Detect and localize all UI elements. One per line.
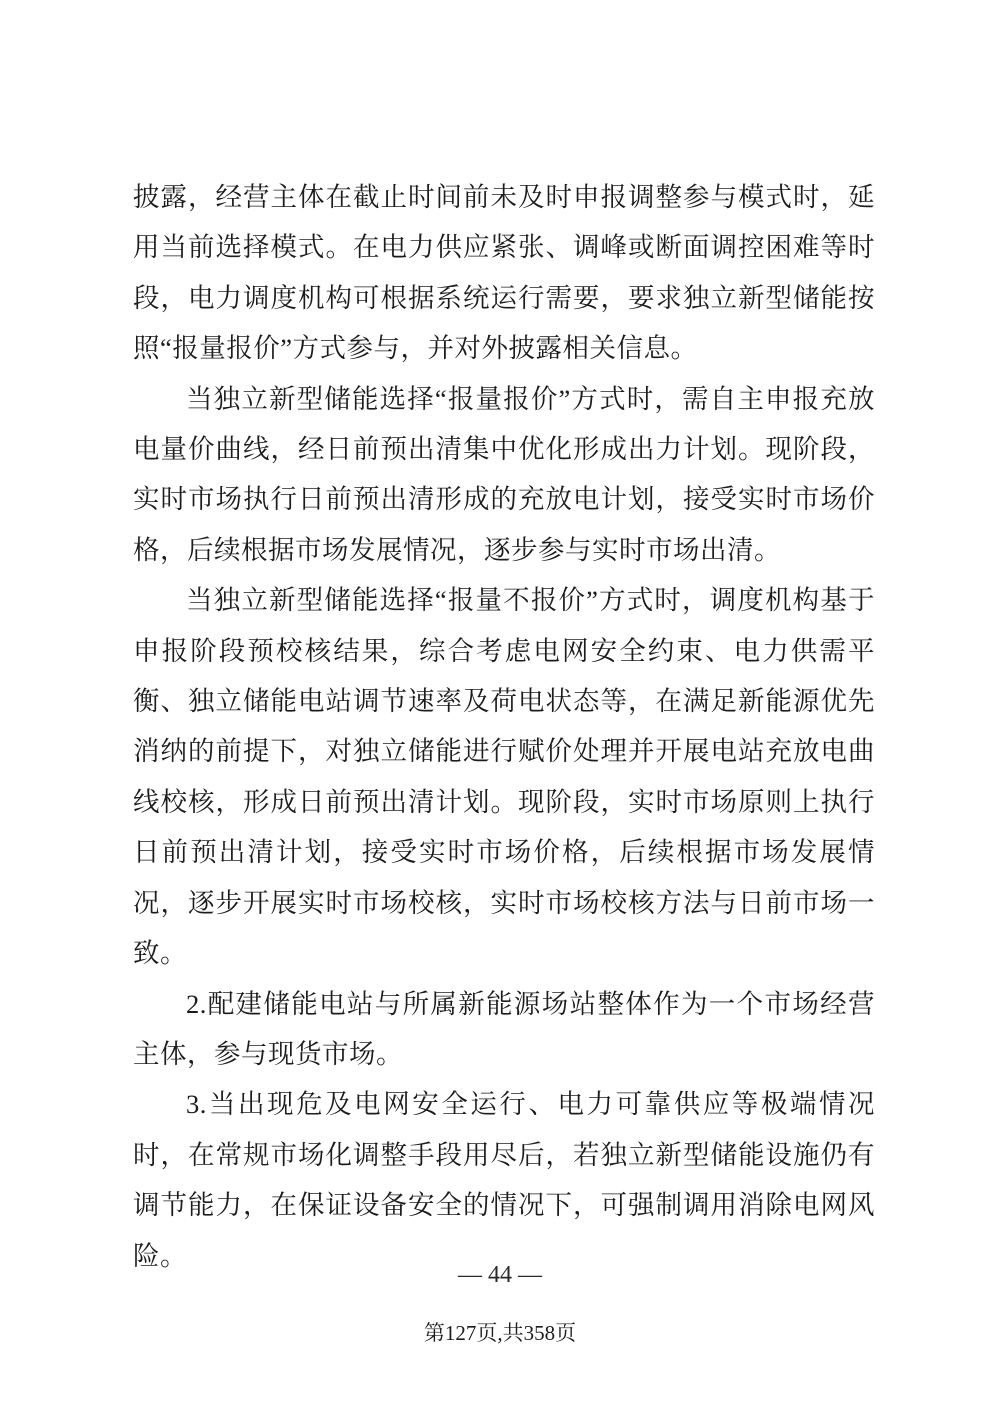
paragraph: 当独立新型储能选择“报量报价”方式时，需自主申报充放电量价曲线，经日前预出清集中优化形成出力计划。现阶段，实时市场执行日前预出清形成的充放电计划，接受实时市场价格，后续根据市场发展情况，逐步参与实时市场出清。 xyxy=(133,383,875,565)
body-text xyxy=(133,172,875,1281)
paragraph: 当独立新型储能选择“报量不报价”方式时，调度机构基于申报阶段预校核结果，综合考虑电网安全约束、电力供需平衡、独立储能电站调节速率及荷电状态等，在满足新能源优先消纳的前提下，对独立储能进行赋价处理并开展电站充放电曲线校核，形成日前预出清计划。现阶段，实时市场原则上执行日前预出清计划，接受实时市场价格，后续根据市场发展情况，逐步开展实时市场校核，实时市场校核方法与日前市场一致。 xyxy=(133,585,875,969)
footer-page-indicator: 第127页,共358页 xyxy=(423,1321,577,1345)
paragraph-item-2: 2.配建储能电站与所属新能源场站整体作为一个市场经营主体，参与现货市场。 xyxy=(133,988,875,1069)
paragraph-continuation: 披露，经营主体在截止时间前未及时申报调整参与模式时，延用当前选择模式。在电力供应紧张、调峰或断面调控困难等时段，电力调度机构可根据系统运行需要，要求独立新型储能按照“报量报价”方式参与，并对外披露相关信息。 xyxy=(133,182,875,364)
page-number: — 44 — xyxy=(458,1262,542,1288)
paragraph-item-3: 3.当出现危及电网安全运行、电力可靠供应等极端情况时，在常规市场化调整手段用尽后，若独立新型储能设施仍有调节能力，在保证设备安全的情况下，可强制调用消除电网风险。 xyxy=(133,1089,875,1271)
